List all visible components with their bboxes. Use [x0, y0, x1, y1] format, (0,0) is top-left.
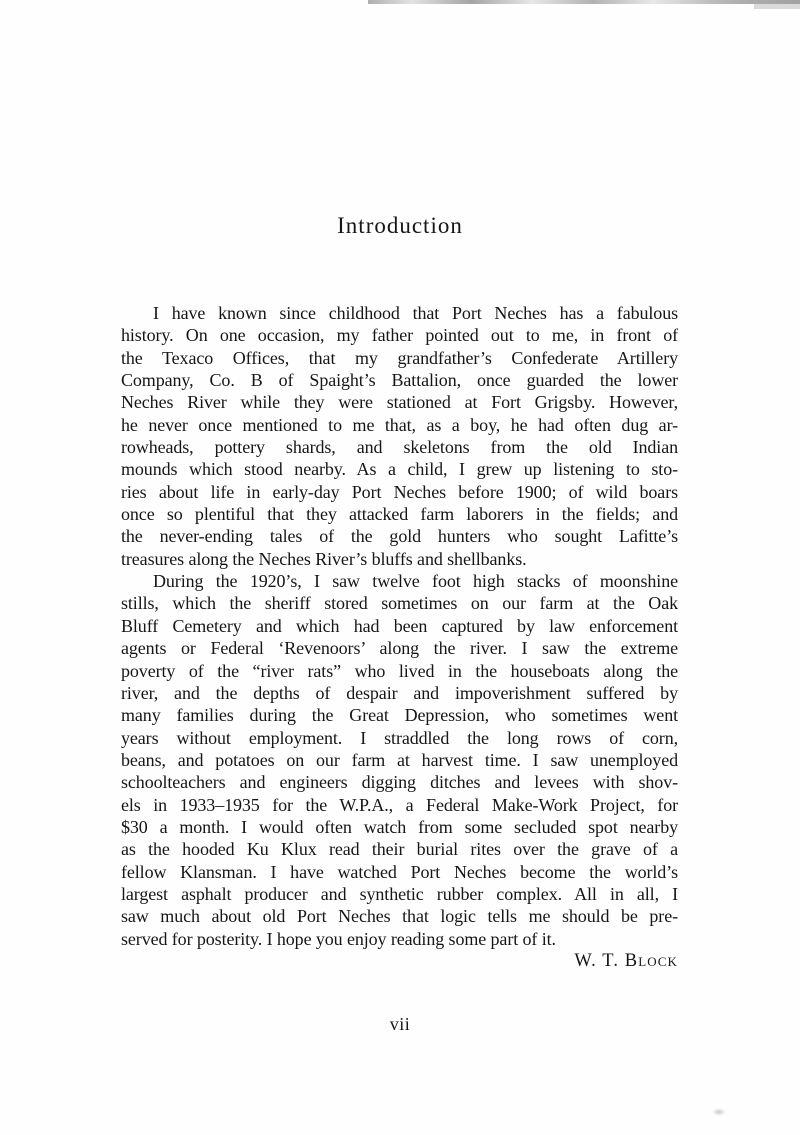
- text-line: agents or Federal ‘Revenoors’ along the river. I saw the extreme: [121, 638, 678, 659]
- text-line: Neches River while they were stationed at Fort Grigsby. However,: [121, 392, 678, 413]
- text-line: river, and the depths of despair and impoverishment suffered by: [121, 682, 678, 703]
- text-line: mounds which stood nearby. As a child, I grew up listening to sto-: [121, 459, 678, 480]
- text-line: the never-ending tales of the gold hunters who sought Lafitte’s: [121, 526, 678, 547]
- scan-edge-artifact: [368, 0, 800, 4]
- chapter-title: Introduction: [337, 213, 463, 238]
- text-line: Bluff Cemetery and which had been captured by law enforcement: [121, 615, 678, 636]
- page-number: vii: [389, 1014, 411, 1034]
- text-line: During the 1920’s, I saw twelve foot high stacks of moonshine: [153, 571, 678, 592]
- text-line: beans, and potatoes on our farm at harvest time. I saw unemployed: [121, 749, 678, 770]
- text-line: rowheads, pottery shards, and skeletons from the old Indian: [121, 437, 678, 458]
- text-line: saw much about old Port Neches that logic tells me should be pre-: [121, 906, 678, 927]
- text-line: years without employment. I straddled the long rows of corn,: [121, 727, 678, 748]
- text-line: schoolteachers and engineers digging ditches and levees with shov-: [121, 772, 678, 793]
- text-line: treasures along the Neches River’s bluffs and shellbanks.: [121, 548, 527, 569]
- text-line: fellow Klansman. I have watched Port Neches become the world’s: [121, 861, 678, 882]
- text-line: Company, Co. B of Spaight’s Battalion, once guarded the lower: [121, 370, 678, 391]
- text-line: many families during the Great Depression, who sometimes went: [121, 705, 678, 726]
- text-line: poverty of the “river rats” who lived in the houseboats along the: [121, 660, 678, 681]
- paragraph-1: [121, 302, 678, 570]
- text-line: served for posterity. I hope you enjoy reading some part of it.: [121, 928, 556, 949]
- text-line: as the hooded Ku Klux read their burial rites over the grave of a: [121, 839, 678, 860]
- text-line: once so plentiful that they attacked farm laborers in the fields; and: [121, 504, 678, 525]
- text-line: largest asphalt producer and synthetic rubber complex. All in all, I: [121, 883, 678, 904]
- scan-speck-artifact: [712, 1108, 726, 1116]
- paragraph-2: [121, 570, 678, 950]
- text-line: the Texaco Offices, that my grandfather’s Confederate Artillery: [121, 347, 678, 368]
- text-line: stills, which the sheriff stored sometimes on our farm at the Oak: [121, 593, 678, 614]
- body-text: [121, 302, 678, 972]
- text-line: he never once mentioned to me that, as a boy, he had often dug ar-: [121, 414, 678, 435]
- author-signature: W. T. Block: [574, 950, 678, 971]
- text-line: ries about life in early-day Port Neches before 1900; of wild boars: [121, 481, 678, 502]
- text-line: history. On one occasion, my father pointed out to me, in front of: [121, 325, 678, 346]
- text-line: I have known since childhood that Port Neches has a fabulous: [153, 303, 678, 323]
- text-line: els in 1933–1935 for the W.P.A., a Federal Make-Work Project, for: [121, 794, 678, 815]
- text-line: $30 a month. I would often watch from some secluded spot nearby: [121, 816, 678, 837]
